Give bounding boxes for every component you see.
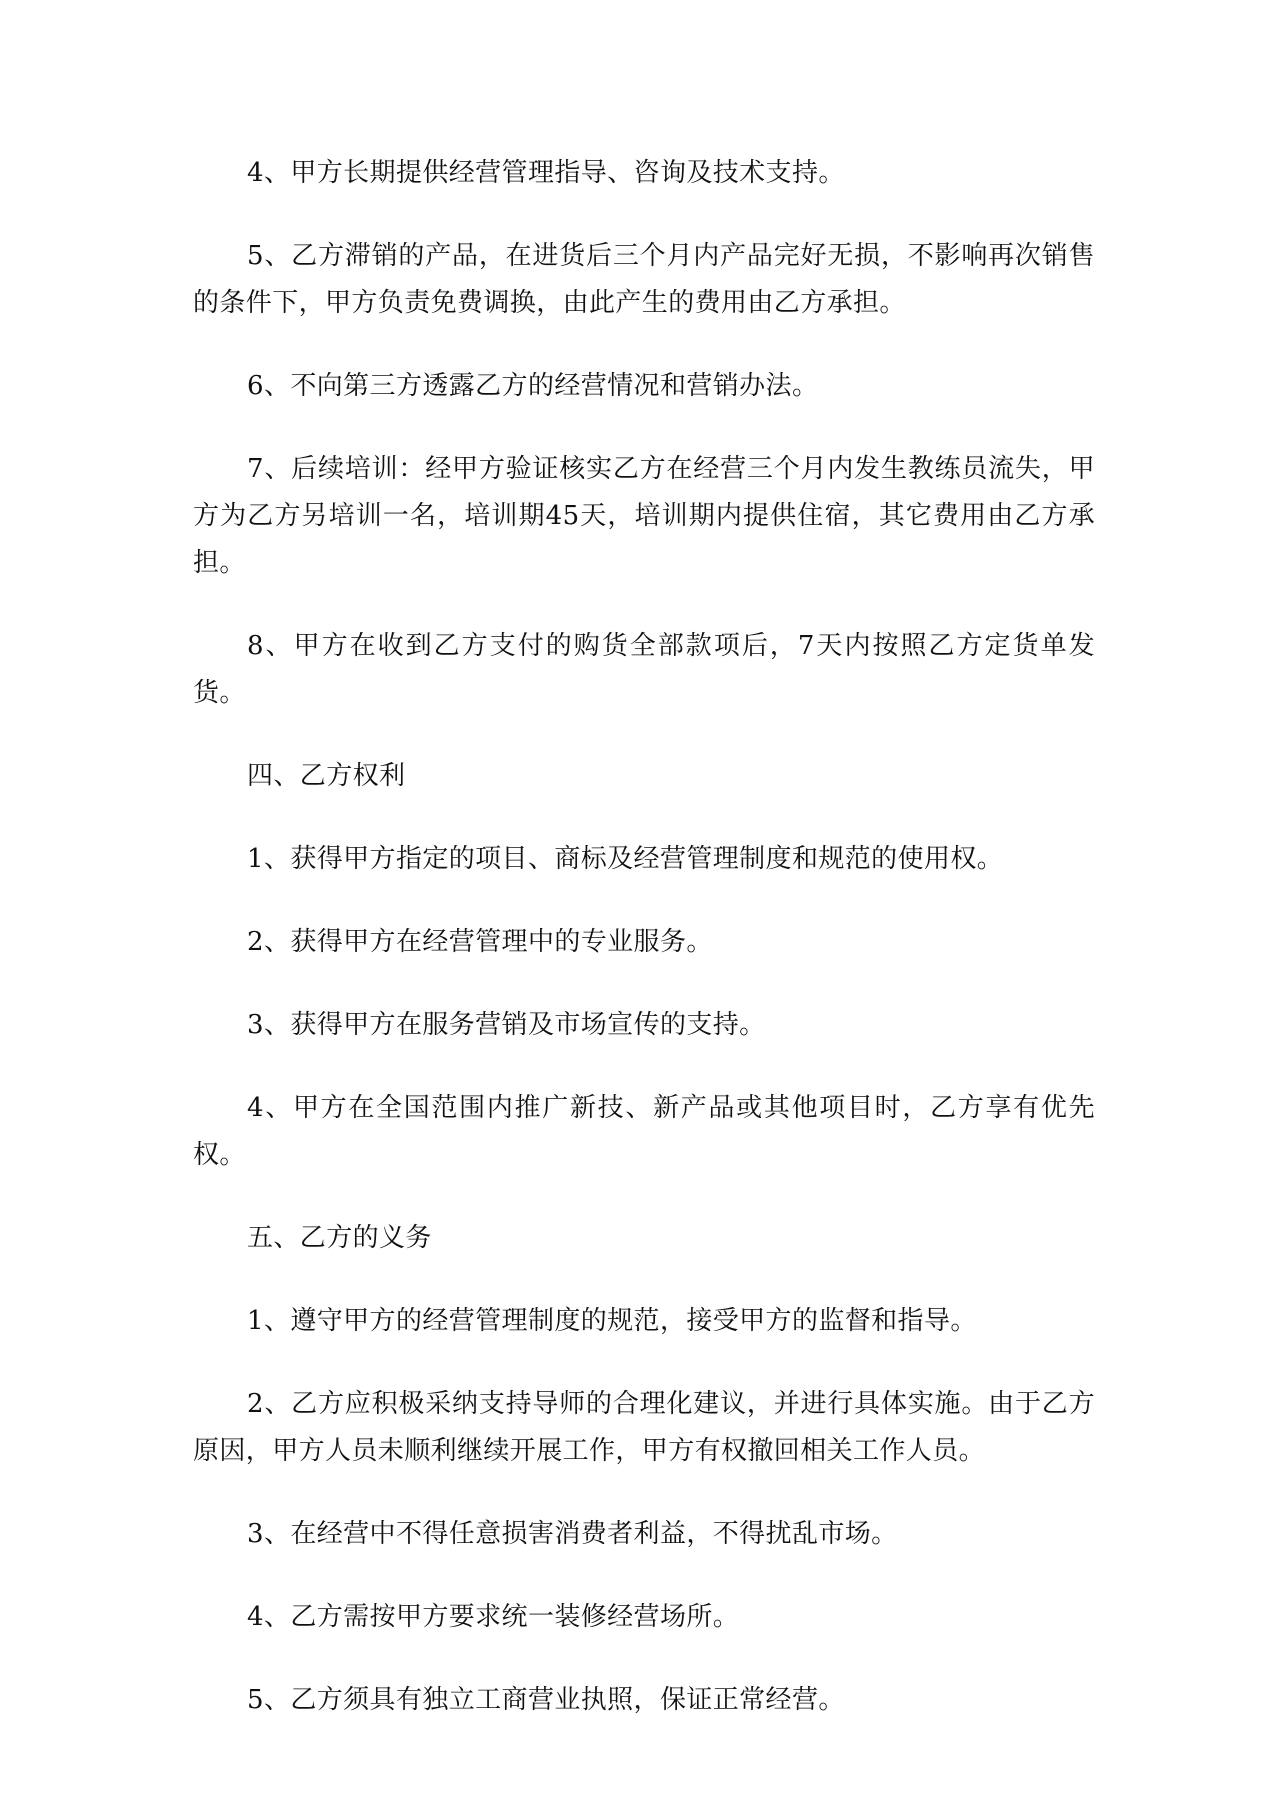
clause-party-a-5: 5、乙方滞销的产品，在进货后三个月内产品完好无损，不影响再次销售的条件下，甲方负责免费调换，由此产生的费用由乙方承担。: [193, 241, 1095, 318]
clause-obligations-3: 3、在经营中不得任意损害消费者利益，不得扰乱市场。: [247, 1519, 898, 1549]
clause-party-a-8: 8、甲方在收到乙方支付的购货全部款项后，7天内按照乙方定货单发货。: [193, 631, 1095, 708]
clause-party-a-4: 4、甲方长期提供经营管理指导、咨询及技术支持。: [247, 158, 845, 188]
clause-rights-4: 4、甲方在全国范围内推广新技、新产品或其他项目时，乙方享有优先权。: [193, 1093, 1095, 1170]
clause-rights-3: 3、获得甲方在服务营销及市场宣传的支持。: [247, 1010, 766, 1040]
clause-rights-2: 2、获得甲方在经营管理中的专业服务。: [247, 927, 713, 957]
clause-obligations-4: 4、乙方需按甲方要求统一装修经营场所。: [247, 1602, 740, 1632]
clause-obligations-1: 1、遵守甲方的经营管理制度的规范，接受甲方的监督和指导。: [247, 1306, 977, 1336]
section-heading-party-b-obligations: 五、乙方的义务: [247, 1223, 432, 1253]
clause-obligations-2: 2、乙方应积极采纳支持导师的合理化建议，并进行具体实施。由于乙方原因，甲方人员未顺利继续开展工作，甲方有权撤回相关工作人员。: [193, 1389, 1095, 1466]
clause-party-a-6: 6、不向第三方透露乙方的经营情况和营销办法。: [247, 371, 819, 401]
section-heading-party-b-rights: 四、乙方权利: [247, 761, 406, 791]
document-body: [193, 150, 1095, 1760]
clause-obligations-5: 5、乙方须具有独立工商营业执照，保证正常经营。: [247, 1685, 845, 1715]
clause-party-a-7: 7、后续培训：经甲方验证核实乙方在经营三个月内发生教练员流失，甲方为乙方另培训一名，培训期45天，培训期内提供住宿，其它费用由乙方承担。: [193, 454, 1095, 578]
clause-rights-1: 1、获得甲方指定的项目、商标及经营管理制度和规范的使用权。: [247, 844, 1004, 874]
